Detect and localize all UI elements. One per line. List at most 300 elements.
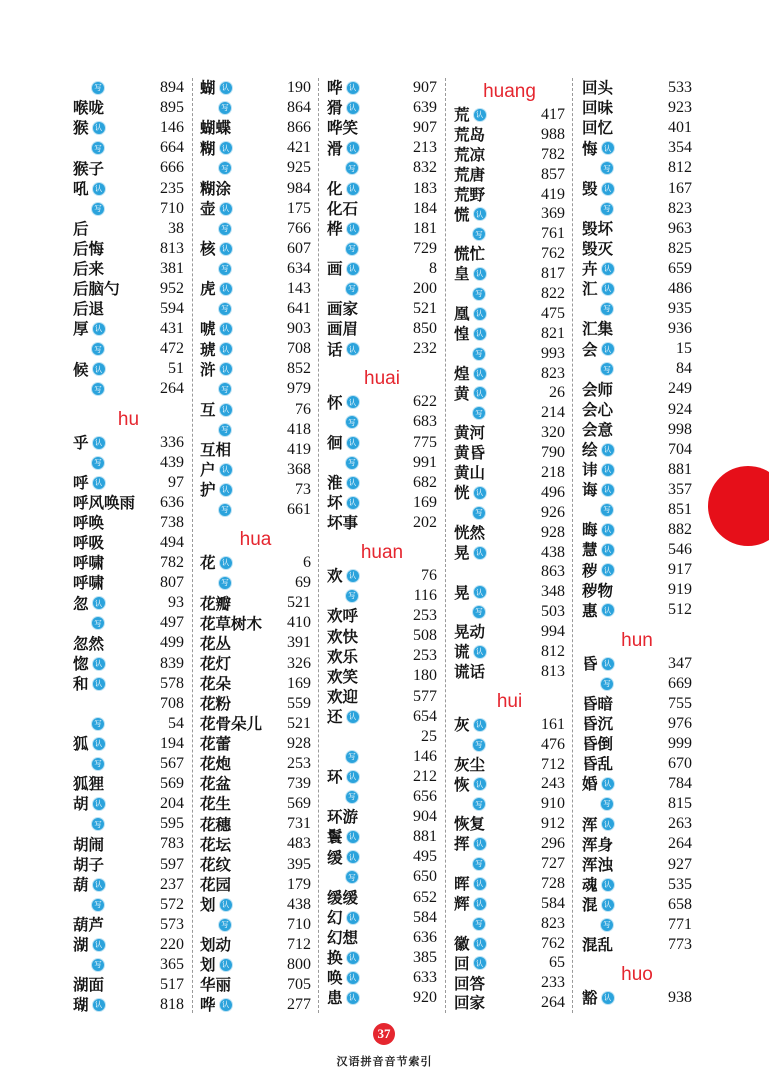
column-divider xyxy=(572,78,573,1013)
entry-page-number: 212 xyxy=(413,767,437,785)
entry-word: 蝴蝶 xyxy=(200,118,232,138)
index-entry xyxy=(582,794,692,814)
entry-page-number: 25 xyxy=(421,727,437,745)
syllable-heading: hui xyxy=(496,690,523,712)
entry-word: 画家 xyxy=(327,299,359,319)
index-entry xyxy=(73,714,184,734)
recognize-badge: 认 xyxy=(220,323,232,335)
entry-page-number: 895 xyxy=(160,99,184,117)
index-entry xyxy=(73,473,184,493)
entry-page-number: 584 xyxy=(541,894,565,912)
entry-page-number: 204 xyxy=(160,795,184,813)
entry-page-number: 812 xyxy=(668,159,692,177)
index-entry xyxy=(73,875,184,895)
entry-page-number: 438 xyxy=(287,895,311,913)
entry-word: 昏 xyxy=(582,653,598,673)
recognize-badge: 认 xyxy=(602,263,614,275)
recognize-badge: 认 xyxy=(220,484,232,496)
index-entry xyxy=(73,359,184,379)
entry-page-number: 704 xyxy=(668,440,692,458)
recognize-badge: 认 xyxy=(347,183,359,195)
index-entry xyxy=(454,735,565,755)
index-entry xyxy=(454,443,565,463)
entry-page-number: 180 xyxy=(413,667,437,685)
entry-page-number: 51 xyxy=(168,360,184,378)
entry-word: 恢 xyxy=(454,774,470,794)
recognize-badge: 认 xyxy=(474,208,486,220)
recognize-badge: 认 xyxy=(220,464,232,476)
entry-word: 画眉 xyxy=(327,319,359,339)
index-entry xyxy=(582,480,692,500)
entry-page-number: 184 xyxy=(413,199,437,217)
index-entry xyxy=(582,580,692,600)
recognize-badge: 认 xyxy=(347,711,359,723)
entry-page-number: 597 xyxy=(160,855,184,873)
recognize-badge: 认 xyxy=(93,183,105,195)
entry-page-number: 249 xyxy=(668,380,692,398)
index-entry xyxy=(200,118,311,138)
index-entry xyxy=(73,259,184,279)
entry-word: 后 xyxy=(73,218,89,238)
entry-word: 会师 xyxy=(582,379,614,399)
entry-page-number: 866 xyxy=(287,119,311,137)
index-entry xyxy=(73,118,184,138)
index-entry xyxy=(73,178,184,198)
index-entry xyxy=(582,359,692,379)
entry-page-number: 782 xyxy=(541,145,565,163)
index-entry xyxy=(73,453,184,473)
index-entry xyxy=(200,420,311,440)
recognize-badge: 认 xyxy=(474,646,486,658)
entry-word: 吼 xyxy=(73,178,89,198)
index-entry xyxy=(200,379,311,399)
index-entry xyxy=(73,299,184,319)
index-entry xyxy=(327,473,437,493)
syllable-heading: huai xyxy=(364,368,400,390)
entry-word: 昏沉 xyxy=(582,714,614,734)
entry-page-number: 146 xyxy=(413,747,437,765)
entry-page-number: 738 xyxy=(160,513,184,531)
entry-word: 煌 xyxy=(454,363,470,383)
entry-word: 浑身 xyxy=(582,834,614,854)
entry-page-number: 369 xyxy=(541,205,565,223)
index-entry xyxy=(327,392,437,412)
write-badge: 写 xyxy=(473,798,485,810)
entry-page-number: 475 xyxy=(541,304,565,322)
entry-page-number: 818 xyxy=(160,996,184,1014)
entry-word: 化 xyxy=(327,178,343,198)
entry-word: 悔 xyxy=(582,138,598,158)
index-entry xyxy=(73,633,184,653)
entry-word: 葫芦 xyxy=(73,915,105,935)
entry-page-number: 354 xyxy=(668,139,692,157)
entry-page-number: 419 xyxy=(287,440,311,458)
index-entry xyxy=(582,420,692,440)
entry-word: 花灯 xyxy=(200,653,232,673)
entry-page-number: 6 xyxy=(303,554,311,572)
entry-word: 惠 xyxy=(582,600,598,620)
entry-word: 徽 xyxy=(454,933,470,953)
recognize-badge: 认 xyxy=(474,328,486,340)
entry-word: 花坛 xyxy=(200,834,232,854)
index-entry xyxy=(73,493,184,513)
index-entry xyxy=(327,646,437,666)
write-badge: 写 xyxy=(219,303,231,315)
entry-word: 欢快 xyxy=(327,626,359,646)
entry-page-number: 214 xyxy=(541,404,565,422)
index-entry xyxy=(327,867,437,887)
entry-word: 缓缓 xyxy=(327,887,359,907)
entry-page-number: 15 xyxy=(676,340,692,358)
index-entry xyxy=(200,975,311,995)
entry-page-number: 666 xyxy=(160,159,184,177)
column-divider xyxy=(318,78,319,1013)
index-entry xyxy=(327,807,437,827)
write-badge: 写 xyxy=(473,288,485,300)
index-entry xyxy=(327,178,437,198)
entry-word: 互相 xyxy=(200,439,232,459)
entry-word: 划 xyxy=(200,955,216,975)
entry-word: 晃 xyxy=(454,542,470,562)
index-entry xyxy=(327,586,437,606)
entry-word: 户 xyxy=(200,460,216,480)
column-divider xyxy=(445,78,446,1013)
entry-page-number: 546 xyxy=(668,541,692,559)
index-entry xyxy=(200,915,311,935)
write-badge: 写 xyxy=(473,606,485,618)
index-entry xyxy=(73,995,184,1015)
entry-word: 黄河 xyxy=(454,423,486,443)
index-entry xyxy=(582,895,692,915)
entry-page-number: 218 xyxy=(541,463,565,481)
entry-page-number: 264 xyxy=(668,835,692,853)
entry-word: 和 xyxy=(73,673,89,693)
recognize-badge: 认 xyxy=(347,831,359,843)
entry-page-number: 782 xyxy=(160,554,184,572)
entry-page-number: 999 xyxy=(668,734,692,752)
index-entry xyxy=(73,553,184,573)
index-entry xyxy=(200,674,311,694)
index-entry xyxy=(327,319,437,339)
entry-page-number: 517 xyxy=(160,976,184,994)
entry-page-number: 762 xyxy=(541,245,565,263)
index-entry xyxy=(454,483,565,503)
entry-page-number: 569 xyxy=(287,795,311,813)
entry-page-number: 850 xyxy=(413,320,437,338)
entry-page-number: 864 xyxy=(287,99,311,117)
entry-word: 挥 xyxy=(454,834,470,854)
index-entry xyxy=(454,403,565,423)
index-entry xyxy=(200,500,311,520)
index-entry xyxy=(73,319,184,339)
index-entry xyxy=(200,359,311,379)
index-column xyxy=(454,78,565,1013)
entry-word: 花丛 xyxy=(200,633,232,653)
write-badge: 写 xyxy=(473,228,485,240)
entry-word: 猴 xyxy=(73,118,89,138)
entry-page-number: 347 xyxy=(668,654,692,672)
recognize-badge: 认 xyxy=(93,999,105,1011)
index-entry xyxy=(582,118,692,138)
entry-page-number: 76 xyxy=(421,567,437,585)
index-entry xyxy=(200,774,311,794)
recognize-badge: 认 xyxy=(93,122,105,134)
index-entry xyxy=(327,968,437,988)
write-badge: 写 xyxy=(346,283,358,295)
index-entry xyxy=(582,440,692,460)
recognize-badge: 认 xyxy=(220,363,232,375)
index-entry xyxy=(582,814,692,834)
index-entry xyxy=(200,654,311,674)
entry-word: 候 xyxy=(73,359,89,379)
entry-page-number: 533 xyxy=(668,79,692,97)
write-badge: 写 xyxy=(92,383,104,395)
recognize-badge: 认 xyxy=(93,678,105,690)
entry-page-number: 658 xyxy=(668,895,692,913)
recognize-badge: 认 xyxy=(602,524,614,536)
index-entry xyxy=(200,239,311,259)
index-entry xyxy=(327,412,437,432)
index-entry xyxy=(454,874,565,894)
entry-page-number: 925 xyxy=(287,159,311,177)
entry-word: 徊 xyxy=(327,432,343,452)
entry-page-number: 8 xyxy=(429,259,437,277)
index-entry xyxy=(200,573,311,593)
entry-word: 环 xyxy=(327,767,343,787)
recognize-badge: 认 xyxy=(602,484,614,496)
entry-page-number: 494 xyxy=(160,534,184,552)
index-entry xyxy=(327,299,437,319)
write-badge: 写 xyxy=(219,162,231,174)
index-entry xyxy=(582,694,692,714)
index-entry xyxy=(582,239,692,259)
entry-page-number: 326 xyxy=(287,654,311,672)
entry-word: 毁坏 xyxy=(582,218,614,238)
entry-page-number: 654 xyxy=(413,707,437,725)
entry-page-number: 497 xyxy=(160,614,184,632)
index-entry xyxy=(454,934,565,954)
write-badge: 写 xyxy=(473,918,485,930)
entry-word: 瑚 xyxy=(73,995,89,1015)
entry-word: 划 xyxy=(200,894,216,914)
syllable-heading: hun xyxy=(621,629,653,651)
index-entry xyxy=(327,787,437,807)
entry-page-number: 496 xyxy=(541,483,565,501)
entry-page-number: 194 xyxy=(160,734,184,752)
recognize-badge: 认 xyxy=(93,437,105,449)
entry-page-number: 567 xyxy=(160,755,184,773)
recognize-badge: 认 xyxy=(602,142,614,154)
entry-page-number: 712 xyxy=(287,935,311,953)
entry-page-number: 928 xyxy=(541,523,565,541)
entry-page-number: 213 xyxy=(413,139,437,157)
entry-page-number: 97 xyxy=(168,473,184,491)
index-entry xyxy=(582,78,692,98)
recognize-badge: 认 xyxy=(474,878,486,890)
recognize-badge: 认 xyxy=(474,957,486,969)
index-entry xyxy=(454,543,565,563)
entry-page-number: 296 xyxy=(541,835,565,853)
index-entry xyxy=(73,613,184,633)
entry-word: 胡子 xyxy=(73,854,105,874)
index-entry xyxy=(582,178,692,198)
index-entry xyxy=(200,98,311,118)
entry-page-number: 243 xyxy=(541,775,565,793)
entry-word: 呼 xyxy=(73,472,89,492)
write-badge: 写 xyxy=(601,678,613,690)
entry-word: 浑浊 xyxy=(582,854,614,874)
entry-word: 恢复 xyxy=(454,814,486,834)
recognize-badge: 认 xyxy=(602,992,614,1004)
index-entry xyxy=(327,158,437,178)
index-entry xyxy=(73,694,184,714)
write-badge: 写 xyxy=(473,407,485,419)
entry-page-number: 69 xyxy=(295,574,311,592)
entry-word: 混乱 xyxy=(582,935,614,955)
entry-page-number: 495 xyxy=(413,848,437,866)
index-entry xyxy=(454,125,565,145)
index-entry xyxy=(73,754,184,774)
entry-page-number: 705 xyxy=(287,976,311,994)
recognize-badge: 认 xyxy=(474,838,486,850)
entry-page-number: 823 xyxy=(668,199,692,217)
entry-page-number: 38 xyxy=(168,219,184,237)
entry-page-number: 410 xyxy=(287,614,311,632)
entry-word: 花蕾 xyxy=(200,734,232,754)
entry-word: 欢呼 xyxy=(327,606,359,626)
entry-page-number: 761 xyxy=(541,225,565,243)
entry-word: 葫 xyxy=(73,874,89,894)
write-badge: 写 xyxy=(346,590,358,602)
entry-page-number: 483 xyxy=(287,835,311,853)
entry-page-number: 418 xyxy=(287,420,311,438)
entry-word: 荒凉 xyxy=(454,144,486,164)
entry-page-number: 682 xyxy=(413,473,437,491)
index-entry xyxy=(582,600,692,620)
recognize-badge: 认 xyxy=(93,658,105,670)
index-entry xyxy=(454,914,565,934)
entry-page-number: 220 xyxy=(160,935,184,953)
entry-page-number: 731 xyxy=(287,815,311,833)
index-entry xyxy=(454,562,565,582)
index-column xyxy=(200,78,311,1015)
entry-page-number: 924 xyxy=(668,400,692,418)
entry-word: 绘 xyxy=(582,439,598,459)
entry-page-number: 976 xyxy=(668,714,692,732)
entry-word: 黄昏 xyxy=(454,443,486,463)
index-entry xyxy=(454,794,565,814)
entry-word: 荒唐 xyxy=(454,164,486,184)
entry-word: 呼风唤雨 xyxy=(73,493,136,513)
thumb-tab-circle xyxy=(708,466,769,546)
entry-word: 欢乐 xyxy=(327,646,359,666)
index-entry xyxy=(582,540,692,560)
write-badge: 写 xyxy=(601,798,613,810)
entry-page-number: 385 xyxy=(413,948,437,966)
recognize-badge: 认 xyxy=(347,343,359,355)
entry-page-number: 815 xyxy=(668,795,692,813)
recognize-badge: 认 xyxy=(220,557,232,569)
entry-word: 浒 xyxy=(200,359,216,379)
entry-page-number: 622 xyxy=(413,393,437,411)
index-entry xyxy=(200,895,311,915)
write-badge: 写 xyxy=(219,263,231,275)
write-badge: 写 xyxy=(346,871,358,883)
entry-word: 胡闹 xyxy=(73,834,105,854)
entry-word: 晖 xyxy=(454,874,470,894)
index-entry xyxy=(200,480,311,500)
write-badge: 写 xyxy=(601,203,613,215)
entry-page-number: 476 xyxy=(541,735,565,753)
entry-page-number: 573 xyxy=(160,915,184,933)
entry-word: 谎 xyxy=(454,642,470,662)
entry-word: 互 xyxy=(200,399,216,419)
entry-page-number: 395 xyxy=(287,855,311,873)
entry-word: 回 xyxy=(454,953,470,973)
index-entry xyxy=(327,219,437,239)
write-badge: 写 xyxy=(473,739,485,751)
entry-page-number: 994 xyxy=(541,623,565,641)
entry-page-number: 277 xyxy=(287,996,311,1014)
recognize-badge: 认 xyxy=(474,109,486,121)
index-entry xyxy=(454,834,565,854)
index-entry xyxy=(582,935,692,955)
index-entry xyxy=(582,199,692,219)
entry-word: 毁灭 xyxy=(582,239,614,259)
entry-page-number: 762 xyxy=(541,934,565,952)
index-entry xyxy=(582,674,692,694)
recognize-badge: 认 xyxy=(474,268,486,280)
index-entry xyxy=(200,440,311,460)
recognize-badge: 认 xyxy=(602,464,614,476)
index-column xyxy=(73,78,184,1015)
entry-page-number: 766 xyxy=(287,219,311,237)
entry-word: 晃动 xyxy=(454,622,486,642)
entry-page-number: 907 xyxy=(413,119,437,137)
entry-word: 欢笑 xyxy=(327,666,359,686)
syllable-heading: hua xyxy=(239,529,272,551)
index-entry xyxy=(200,158,311,178)
index-entry xyxy=(327,78,437,98)
recognize-badge: 认 xyxy=(602,544,614,556)
entry-word: 虎 xyxy=(200,279,216,299)
entry-page-number: 633 xyxy=(413,968,437,986)
entry-page-number: 641 xyxy=(287,300,311,318)
entry-page-number: 979 xyxy=(287,380,311,398)
recognize-badge: 认 xyxy=(220,142,232,154)
write-badge: 写 xyxy=(601,162,613,174)
index-entry xyxy=(200,138,311,158)
index-entry xyxy=(200,935,311,955)
entry-word: 欢 xyxy=(327,566,343,586)
entry-page-number: 882 xyxy=(668,521,692,539)
entry-word: 呼啸 xyxy=(73,573,105,593)
entry-page-number: 991 xyxy=(413,453,437,471)
recognize-badge: 认 xyxy=(347,263,359,275)
entry-page-number: 926 xyxy=(541,503,565,521)
index-entry xyxy=(327,707,437,727)
entry-page-number: 116 xyxy=(413,587,437,605)
entry-word: 汇集 xyxy=(582,319,614,339)
index-entry xyxy=(454,582,565,602)
footer-title: 汉语拼音音节索引 xyxy=(336,1055,433,1068)
index-entry xyxy=(73,834,184,854)
entry-page-number: 807 xyxy=(160,574,184,592)
entry-page-number: 825 xyxy=(668,239,692,257)
index-entry xyxy=(454,204,565,224)
index-entry xyxy=(582,219,692,239)
recognize-badge: 认 xyxy=(347,396,359,408)
